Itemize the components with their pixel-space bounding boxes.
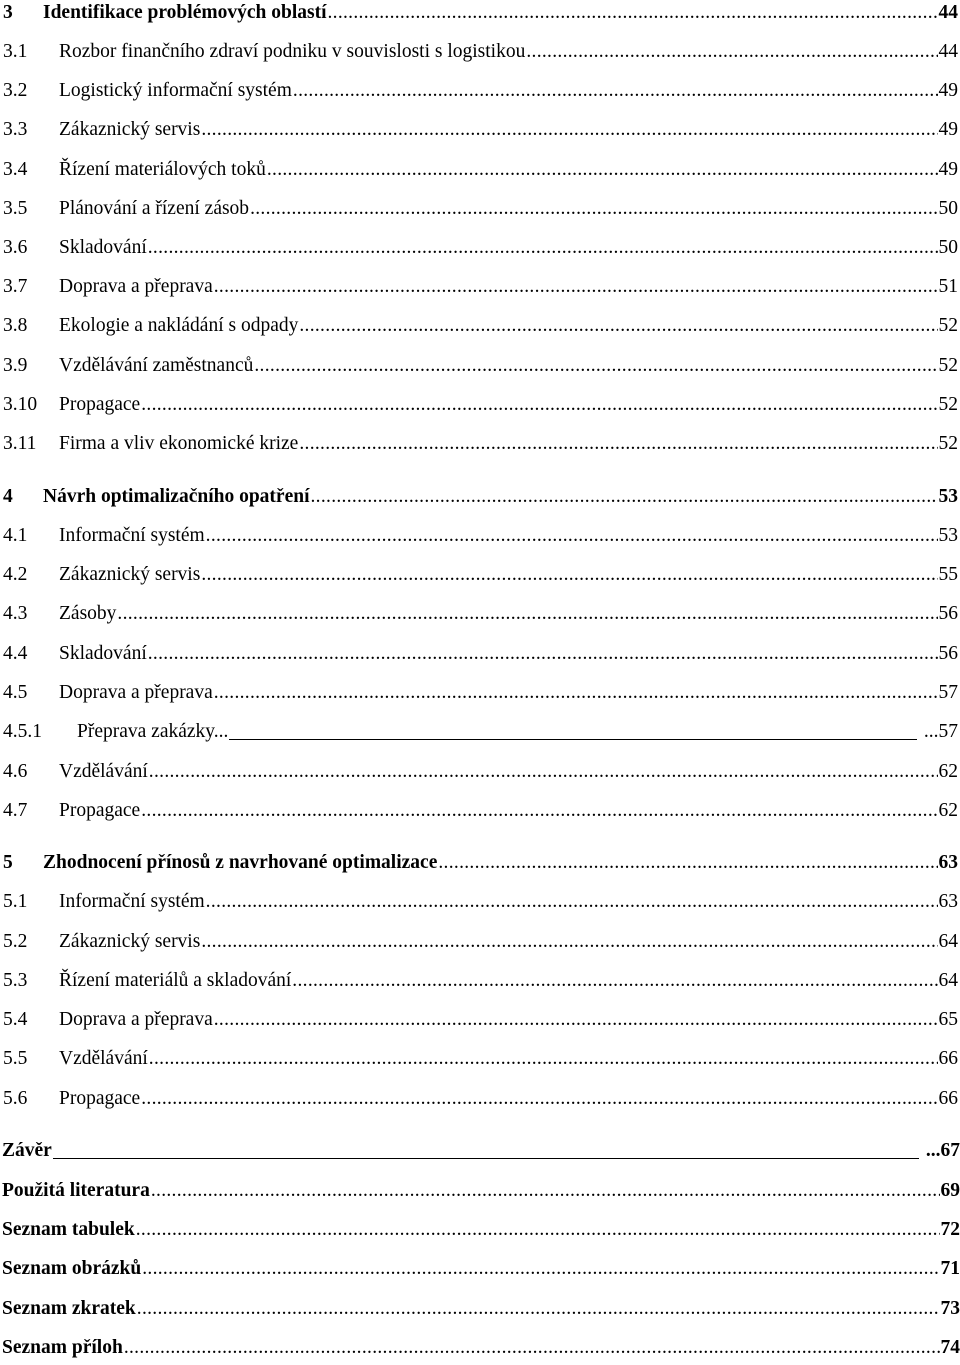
toc-entry[interactable]: [0, 352, 958, 380]
toc-entry-number: 5.1: [3, 891, 28, 912]
toc-entry-page-number: 62: [938, 761, 958, 782]
toc-entry-number: 3.4: [3, 159, 28, 180]
toc-entry-page-number: 62: [938, 800, 958, 821]
dot-leader: [151, 1177, 940, 1205]
toc-entry-title: Doprava a přeprava: [59, 276, 213, 297]
dot-leader: [201, 561, 937, 589]
dot-leader: [438, 849, 937, 877]
toc-entry-number: 5.4: [3, 1009, 28, 1030]
toc-entry-page-number: 63: [938, 891, 958, 912]
toc-entry[interactable]: [0, 1334, 960, 1362]
toc-entry[interactable]: [0, 849, 958, 877]
toc-entry-title: Informační systém: [59, 525, 205, 546]
dot-leader: [254, 352, 937, 380]
toc-entry[interactable]: [0, 718, 958, 746]
dot-leader: [311, 483, 938, 511]
toc-entry-page-number: 53: [938, 486, 958, 507]
dot-leader: [327, 0, 937, 27]
toc-entry[interactable]: [0, 1177, 960, 1205]
toc-entry[interactable]: [0, 797, 958, 825]
toc-entry-page-number: 50: [938, 237, 958, 258]
toc-entry-title: Propagace: [59, 800, 141, 821]
toc-entry-title: Doprava a přeprava: [59, 682, 213, 703]
toc-entry-number: 3.1: [3, 41, 28, 62]
toc-entry[interactable]: [0, 483, 958, 511]
toc-entry[interactable]: [0, 391, 958, 419]
toc-entry-title: Seznam příloh: [2, 1337, 123, 1358]
toc-entry-title: Seznam zkratek: [2, 1298, 136, 1319]
dot-leader: [141, 1085, 937, 1113]
toc-entry-title: Doprava a přeprava: [59, 1009, 213, 1030]
toc-entry-title: Zásoby: [59, 603, 117, 624]
toc-entry-title: Řízení materiálů a skladování: [59, 970, 292, 991]
toc-entry[interactable]: [0, 273, 958, 301]
dot-leader: [142, 1255, 939, 1283]
dot-leader: [201, 116, 937, 144]
dot-leader: [124, 1334, 940, 1362]
toc-entry-page-number: 49: [938, 159, 958, 180]
toc-entry-page-number: 73: [940, 1298, 960, 1319]
dot-leader: [206, 888, 938, 916]
toc-entry[interactable]: [0, 1006, 958, 1034]
toc-entry[interactable]: [0, 156, 958, 184]
toc-entry[interactable]: [0, 758, 958, 786]
toc-entry-number: 4: [3, 486, 13, 507]
dot-leader: [214, 679, 938, 707]
toc-entry-title: Zákaznický servis: [59, 119, 201, 140]
dot-leader: [148, 234, 938, 262]
toc-entry-number: 4.1: [3, 525, 28, 546]
dot-leader: [53, 1137, 941, 1165]
toc-entry-page-number: 74: [940, 1337, 960, 1358]
toc-entry-title: Použitá literatura: [2, 1180, 150, 1201]
toc-entry-title: Skladování: [59, 237, 147, 258]
toc-entry-title: Rozbor finančního zdraví podniku v souvislosti s logistikou: [59, 41, 526, 62]
toc-entry-number: 4.5.1: [3, 721, 42, 742]
toc-entry[interactable]: [0, 77, 958, 105]
toc-entry[interactable]: [0, 38, 958, 66]
dot-leader: [206, 522, 938, 550]
toc-entry[interactable]: [0, 967, 958, 995]
dot-leader: [299, 430, 937, 458]
toc-entry-title: Vzdělávání: [59, 1048, 148, 1069]
dot-leader: [141, 391, 937, 419]
toc-entry-title: Plánování a řízení zásob: [59, 198, 250, 219]
toc-entry-number: 3.7: [3, 276, 28, 297]
toc-entry-page-number: 66: [938, 1048, 958, 1069]
toc-entry-page-number: 56: [938, 603, 958, 624]
toc-entry-title: Zákaznický servis: [59, 931, 201, 952]
toc-entry[interactable]: [0, 116, 958, 144]
toc-entry-page-number: 49: [938, 119, 958, 140]
toc-entry-title: Firma a vliv ekonomické krize: [59, 433, 299, 454]
dot-leader: [229, 718, 938, 746]
toc-entry-number: 5: [3, 852, 13, 873]
dot-leader: [141, 797, 937, 825]
toc-entry[interactable]: [0, 888, 958, 916]
toc-entry[interactable]: [0, 679, 958, 707]
toc-entry-title: Informační systém: [59, 891, 205, 912]
toc-entry[interactable]: [0, 1216, 960, 1244]
toc-entry-page-number: 69: [940, 1180, 960, 1201]
toc-entry-title: Vzdělávání zaměstnanců: [59, 355, 254, 376]
dot-leader: [526, 38, 937, 66]
dot-leader: [149, 1045, 938, 1073]
toc-entry[interactable]: [0, 561, 958, 589]
toc-entry-page-number: 56: [938, 643, 958, 664]
toc-entry-page-number: 44: [938, 41, 958, 62]
toc-entry-title: Identifikace problémových oblastí: [43, 2, 327, 23]
dot-leader: [214, 273, 938, 301]
toc-entry-page-number: 66: [938, 1088, 958, 1109]
toc-entry-title: Seznam tabulek: [2, 1219, 135, 1240]
toc-entry-title: Návrh optimalizačního opatření: [43, 486, 310, 507]
toc-entry-page-number: 71: [940, 1258, 960, 1279]
toc-entry-page-number: 57: [938, 721, 958, 742]
toc-entry-title: Logistický informační systém: [59, 80, 292, 101]
toc-entry-page-number: 65: [938, 1009, 958, 1030]
toc-entry-number: 5.2: [3, 931, 28, 952]
toc-entry-page-number: 44: [938, 2, 958, 23]
dot-leader: [136, 1216, 940, 1244]
toc-entry[interactable]: [0, 1085, 958, 1113]
dot-leader: [214, 1006, 938, 1034]
toc-entry-number: 3.11: [3, 433, 37, 454]
dot-leader: [293, 77, 938, 105]
toc-entry-number: 4.2: [3, 564, 28, 585]
toc-entry[interactable]: [0, 640, 958, 668]
toc-entry[interactable]: [0, 1255, 960, 1283]
toc-entry-number: 3.3: [3, 119, 28, 140]
toc-entry[interactable]: [0, 0, 958, 27]
toc-entry-page-number: 53: [938, 525, 958, 546]
toc-entry[interactable]: [0, 1295, 960, 1323]
toc-entry-number: 5.3: [3, 970, 28, 991]
toc-entry-number: 4.6: [3, 761, 28, 782]
toc-entry-number: 3.10: [3, 394, 38, 415]
toc-entry-page-number: 67: [940, 1140, 960, 1161]
dot-leader: [201, 928, 937, 956]
toc-entry-number: 3.2: [3, 80, 28, 101]
toc-entry-number: 5.5: [3, 1048, 28, 1069]
toc-entry-number: 4.5: [3, 682, 28, 703]
dot-leader: [149, 758, 938, 786]
toc-entry[interactable]: [0, 1045, 958, 1073]
toc-entry-number: 3.6: [3, 237, 28, 258]
toc-entry-number: 4.4: [3, 643, 28, 664]
toc-entry-page-number: 52: [938, 394, 958, 415]
toc-entry-title: Skladování: [59, 643, 147, 664]
toc-entry[interactable]: [0, 1137, 960, 1165]
toc-entry-number: 4.3: [3, 603, 28, 624]
dot-leader: [267, 156, 938, 184]
dot-leader: [299, 312, 937, 340]
toc-entry-number: 4.7: [3, 800, 28, 821]
toc-entry[interactable]: [0, 195, 958, 223]
toc-entry-number: 3: [3, 2, 13, 23]
dot-leader: [117, 600, 937, 628]
toc-entry-page-number: 49: [938, 80, 958, 101]
toc-entry-page-number: 55: [938, 564, 958, 585]
dot-leader: [250, 195, 937, 223]
toc-entry-number: 5.6: [3, 1088, 28, 1109]
toc-entry[interactable]: [0, 522, 958, 550]
toc-entry-title: Závěr: [2, 1140, 52, 1161]
toc-entry-title: Seznam obrázků: [2, 1258, 142, 1279]
toc-entry-page-number: 51: [938, 276, 958, 297]
toc-entry-title: Vzdělávání: [59, 761, 148, 782]
toc-entry-title: Propagace: [59, 394, 141, 415]
toc-entry[interactable]: [0, 234, 958, 262]
toc-entry-page-number: 64: [938, 970, 958, 991]
toc-entry-page-number: 52: [938, 433, 958, 454]
toc-entry-page-number: 52: [938, 355, 958, 376]
toc-entry-title: Propagace: [59, 1088, 141, 1109]
dot-leader: [292, 967, 937, 995]
toc-entry[interactable]: [0, 430, 958, 458]
toc-entry-page-number: 57: [938, 682, 958, 703]
toc-entry[interactable]: [0, 928, 958, 956]
toc-entry[interactable]: [0, 600, 958, 628]
toc-entry-title: Ekologie a nakládání s odpady: [59, 315, 299, 336]
toc-entry-title: Přeprava zakázky...: [77, 721, 229, 742]
toc-entry-page-number: 50: [938, 198, 958, 219]
toc-entry-number: 3.9: [3, 355, 28, 376]
toc-entry-title: Řízení materiálových toků: [59, 159, 266, 180]
toc-entry[interactable]: [0, 312, 958, 340]
toc-entry-page-number: 72: [940, 1219, 960, 1240]
toc-entry-page-number: 63: [938, 852, 958, 873]
dot-leader: [137, 1295, 940, 1323]
dot-leader: [148, 640, 938, 668]
toc-entry-page-number: 64: [938, 931, 958, 952]
toc-entry-number: 3.8: [3, 315, 28, 336]
toc-entry-title: Zhodnocení přínosů z navrhované optimalizace: [43, 852, 438, 873]
toc-entry-number: 3.5: [3, 198, 28, 219]
toc-entry-title: Zákaznický servis: [59, 564, 201, 585]
toc-entry-page-number: 52: [938, 315, 958, 336]
